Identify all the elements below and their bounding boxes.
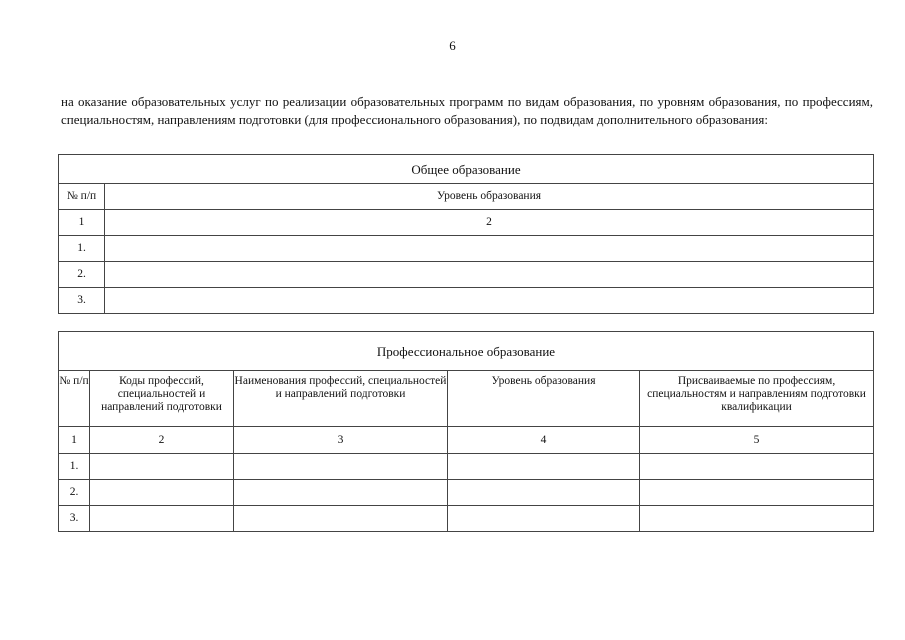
qualifications-cell[interactable]	[640, 506, 874, 532]
table-row	[59, 454, 874, 480]
table-row	[59, 480, 874, 506]
header-names: Наименования профессий, специальностей и направлений подготовки	[234, 371, 448, 427]
codes-cell[interactable]	[90, 480, 234, 506]
column-number: 1	[59, 427, 90, 454]
education-level-cell[interactable]	[105, 288, 874, 314]
header-row-number: № п/п	[59, 184, 105, 210]
column-number: 4	[448, 427, 640, 454]
general-education-table	[58, 154, 874, 314]
row-number: 2.	[59, 480, 90, 506]
row-number: 2.	[59, 262, 105, 288]
row-number: 1.	[59, 454, 90, 480]
table-header-row	[59, 371, 874, 427]
education-level-cell[interactable]	[448, 454, 640, 480]
table-row	[59, 236, 874, 262]
education-level-cell[interactable]	[105, 262, 874, 288]
education-level-cell[interactable]	[448, 506, 640, 532]
column-number: 3	[234, 427, 448, 454]
header-education-level: Уровень образования	[448, 371, 640, 427]
names-cell[interactable]	[234, 480, 448, 506]
table-header-row	[59, 184, 874, 210]
header-codes: Коды профессий, специальностей и направлений подготовки	[90, 371, 234, 427]
table-title-row	[59, 332, 874, 371]
professional-education-table	[58, 331, 874, 532]
table-row	[59, 288, 874, 314]
header-row-number: № п/п	[59, 371, 90, 427]
education-level-cell[interactable]	[448, 480, 640, 506]
column-number: 2	[90, 427, 234, 454]
names-cell[interactable]	[234, 506, 448, 532]
row-number: 1.	[59, 236, 105, 262]
column-numbers-row	[59, 210, 874, 236]
intro-paragraph: на оказание образовательных услуг по реализации образовательных программ по видам образования, по уровням образования, по профессиям, специальностям, направлениям подготовки (для профессионального образования), по подвидам дополнительного образования:	[61, 94, 873, 127]
table-row	[59, 262, 874, 288]
header-education-level: Уровень образования	[105, 184, 874, 210]
codes-cell[interactable]	[90, 506, 234, 532]
professional-education-title: Профессиональное образование	[59, 332, 874, 371]
column-number: 5	[640, 427, 874, 454]
row-number: 3.	[59, 506, 90, 532]
education-level-cell[interactable]	[105, 236, 874, 262]
table-title-row	[59, 155, 874, 184]
page-number: 6	[449, 38, 456, 53]
column-numbers-row	[59, 427, 874, 454]
row-number: 3.	[59, 288, 105, 314]
qualifications-cell[interactable]	[640, 454, 874, 480]
table-row	[59, 506, 874, 532]
header-qualifications: Присваиваемые по профессиям, специальностям и направлениям подготовки квалификации	[640, 371, 874, 427]
column-number: 1	[59, 210, 105, 236]
column-number: 2	[105, 210, 874, 236]
codes-cell[interactable]	[90, 454, 234, 480]
qualifications-cell[interactable]	[640, 480, 874, 506]
names-cell[interactable]	[234, 454, 448, 480]
general-education-title: Общее образование	[59, 155, 874, 184]
